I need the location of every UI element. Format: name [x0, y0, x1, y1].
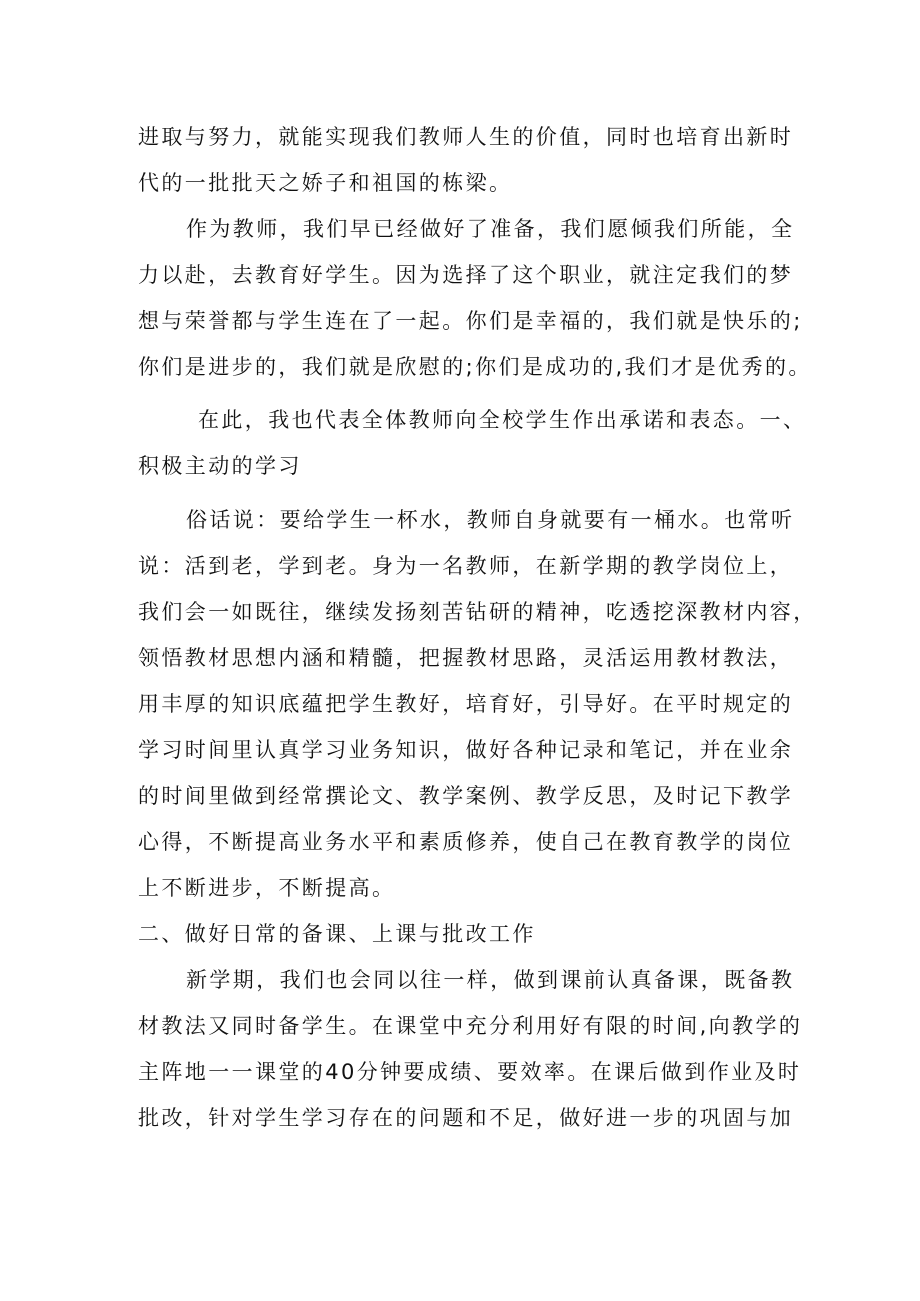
text-line: 主阵地一一课堂的40分钟要成绩、要效率。在课后做到作业及时: [138, 1060, 802, 1084]
text-line: 用丰厚的知识底蕴把学生教好，培育好，引导好。在平时规定的: [138, 692, 794, 716]
text-line: 上不断进步，不断提高。: [138, 876, 396, 900]
text-line: 心得，不断提高业务水平和素质修养，使自己在教育教学的岗位: [138, 830, 794, 854]
text-line: 说：活到老，学到老。身为一名教师，在新学期的教学岗位上，: [138, 554, 794, 578]
text-line: 新学期，我们也会同以往一样，做到课前认真备课，既备教: [186, 968, 795, 992]
text-line: 材教法又同时备学生。在课堂中充分利用好有限的时间,向教学的: [138, 1014, 803, 1038]
text-line: 代的一批批天之娇子和祖国的栋梁。: [138, 171, 513, 195]
text-line: 批改，针对学生学习存在的问题和不足，做好进一步的巩固与加: [138, 1106, 794, 1130]
text-line: 想与荣誉都与学生连在了一起。你们是幸福的，我们就是快乐的;: [138, 309, 803, 333]
text-line: 力以赴，去教育好学生。因为选择了这个职业，就注定我们的梦: [138, 263, 794, 287]
text-line: 在此，我也代表全体教师向全校学生作出承诺和表态。一、: [198, 408, 807, 432]
text-line: 俗话说：要给学生一杯水，教师自身就要有一桶水。也常听: [186, 508, 795, 532]
text-line: 你们是进步的，我们就是欣慰的;你们是成功的,我们才是优秀的。: [138, 355, 812, 379]
text-line: 我们会一如既往，继续发扬刻苦钻研的精神，吃透挖深教材内容，: [138, 600, 817, 624]
text-line: 进取与努力，就能实现我们教师人生的价值，同时也培育出新时: [138, 125, 794, 149]
text-line: 的时间里做到经常撰论文、教学案例、教学反思，及时记下教学: [138, 784, 794, 808]
section-heading: 二、做好日常的备课、上课与批改工作: [138, 922, 536, 946]
text-line: 作为教师，我们早已经做好了准备，我们愿倾我们所能，全: [186, 217, 795, 241]
text-line: 学习时间里认真学习业务知识，做好各种记录和笔记，并在业余: [138, 738, 794, 762]
text-line: 领悟教材思想内涵和精髓，把握教材思路，灵活运用教材教法，: [138, 646, 794, 670]
text-line: 积极主动的学习: [138, 454, 302, 478]
